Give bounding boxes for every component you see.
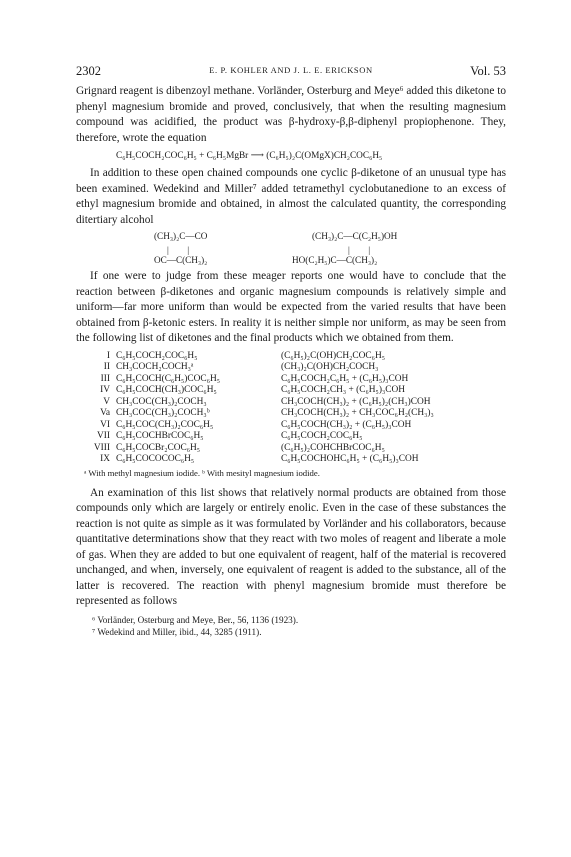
compound-number: IV bbox=[100, 385, 110, 395]
diketone-formula: CH₃COC(CH₃)₂COCH₃ bbox=[116, 396, 207, 407]
diketone-formula: C₆H₅COCH(CH₃)COC₆H₅ bbox=[116, 385, 217, 395]
footnote: ⁷ Wedekind and Miller, ibid., 44, 3285 (1911). bbox=[92, 626, 262, 637]
compound-number: VI bbox=[100, 419, 110, 430]
volume-label: Vol. 53 bbox=[470, 64, 506, 78]
diketone-formula: C₆H₅COCBr₂COC₆H₅ bbox=[116, 442, 201, 453]
product-formula: CH₃COCH(CH₃)₂ + (C₆H₅)₂(CH₃)COH bbox=[281, 396, 431, 407]
table-row bbox=[82, 408, 434, 420]
footnote: ⁶ Vorländer, Osterburg and Meye, Ber., 56, 1136 (1923). bbox=[92, 614, 299, 625]
product-formula: C₆H₅COCH₂C₆H₅ + (C₆H₅)₃COH bbox=[281, 373, 409, 384]
diketone-formula: CH₃COC(CH₃)₂COCH₃ᵇ bbox=[116, 408, 210, 418]
product-formula: C₆H₅COCH₂CH₃ + (C₆H₅)₃COH bbox=[281, 385, 406, 395]
compound-number: VIII bbox=[93, 442, 110, 453]
paragraph: Grignard reagent is dibenzoyl methane. Vorländer, Osterburg and Meye⁶ added this diketone to phenyl magnesium bromide and proved, conclusively, that when the resulting magnesium compound was acidified, the product was β-hydroxy-β,β-diphenyl propiophenone. They, therefore, wrote the equation bbox=[76, 85, 506, 144]
structure-bond: | | bbox=[348, 245, 371, 255]
product-formula: C₆H₅COCH(CH₃)₂ + (C₆H₅)₃COH bbox=[281, 419, 412, 430]
compound-number: III bbox=[100, 373, 110, 384]
compound-number: I bbox=[106, 350, 110, 361]
paragraph: An examination of this list shows that relatively normal products are obtained from those compounds only which are largely or entirely enolic. Even in the case of these substances the reaction is not quite as simple as it was formulated by Vorländer and his collaborators, because quantitative determinations show that they react with two moles of reagent and liberate a mole of gas. When they are added to but one equivalent of reagent, half of the material is recovered unchanged, and when, inversely, one equivalent of reagent is added to the substance, all of the latter is recovered. The reaction with phenyl magnesium bromide must therefore be represented as follows bbox=[76, 486, 506, 607]
paragraph: In addition to these open chained compounds one cyclic β-diketone of an unusual type has been examined. Wedekind and Miller⁷ added tetramethyl cyclobutanedione to an excess of ethyl magnesium bromide and obtained, in almost the calculated quantity, the corresponding ditertiary alcohol bbox=[76, 167, 506, 226]
product-formula: C₆H₅COCHOHC₆H₅ + (C₆H₅)₃COH bbox=[281, 454, 419, 464]
diketone-formula: C₆H₅COCH(C₆H₅)COC₆H₅ bbox=[116, 373, 220, 384]
table-row bbox=[82, 454, 434, 466]
product-formula: (C₆H₅)₂C(OH)CH₂COC₆H₅ bbox=[281, 350, 385, 361]
table-row bbox=[82, 397, 434, 409]
product-formula: CH₃COCH(CH₃)₂ + CH₃COC₆H₂(CH₃)₃ bbox=[281, 408, 434, 418]
structure-bond: | | bbox=[167, 245, 190, 255]
structure-text: OC—C(CH₃)₂ bbox=[154, 255, 208, 265]
table-row bbox=[82, 443, 434, 455]
compound-number: V bbox=[103, 396, 110, 407]
list-footnotes: ᵃ With methyl magnesium iodide. ᵇ With mesityl magnesium iodide. bbox=[84, 467, 320, 478]
table-row bbox=[82, 431, 434, 443]
equation: C₆H₅COCH₂COC₆H₅ + C₆H₅MgBr ⟶ (C₆H₅)₂C(OMgX)CH₂COC₆H₅ bbox=[116, 151, 383, 161]
table-row bbox=[82, 351, 434, 363]
structure-text: HO(C₂H₅)C—C(CH₃)₂ bbox=[292, 255, 378, 265]
compound-number: VII bbox=[96, 431, 110, 441]
running-title: E. P. KOHLER AND J. L. E. ERICKSON bbox=[209, 65, 373, 75]
product-formula: (C₆H₅)₂COHCHBrCOC₆H₅ bbox=[281, 442, 385, 453]
table-row bbox=[82, 420, 434, 432]
paragraph: If one were to judge from these meager reports one would have to conclude that the reaction between β-diketones and organic magnesium compounds is relatively simple and uniform—far more uniform than would be expected from the varied results that have been obtained from β-ketonic esters. In reality it is neither simple nor uniform, as may be seen from the following list of diketones and the final products which we obtained from them. bbox=[76, 270, 506, 344]
diketone-formula: CH₃COCH₂COCH₃ᵃ bbox=[116, 362, 194, 372]
page-content bbox=[76, 64, 506, 638]
compound-number: Va bbox=[100, 408, 110, 418]
structure-text: (CH₃)₂C—C(C₂H₅)OH bbox=[312, 231, 398, 241]
structural-formulas bbox=[76, 229, 506, 267]
compound-number: II bbox=[103, 362, 110, 372]
diketone-formula: C₆H₅COC(CH₃)₂COC₆H₅ bbox=[116, 419, 214, 430]
page-number: 2302 bbox=[76, 64, 101, 78]
table-row bbox=[82, 362, 434, 374]
structure-text: (CH₃)₂C—CO bbox=[154, 231, 208, 241]
diketone-formula: C₆H₅COCH₂COC₆H₅ bbox=[116, 350, 198, 361]
running-header bbox=[76, 64, 506, 84]
table-row bbox=[82, 374, 434, 386]
compound-list bbox=[82, 351, 434, 466]
table-row bbox=[82, 385, 434, 397]
product-formula: C₆H₅COCH₂COC₆H₅ bbox=[281, 431, 363, 441]
compound-number: IX bbox=[100, 454, 110, 464]
diketone-formula: C₆H₅COCHBrCOC₆H₅ bbox=[116, 431, 204, 441]
diketone-formula: C₆H₅COCOCOC₆H₅ bbox=[116, 454, 195, 464]
product-formula: (CH₃)₂C(OH)CH₂COCH₃ bbox=[281, 362, 379, 372]
